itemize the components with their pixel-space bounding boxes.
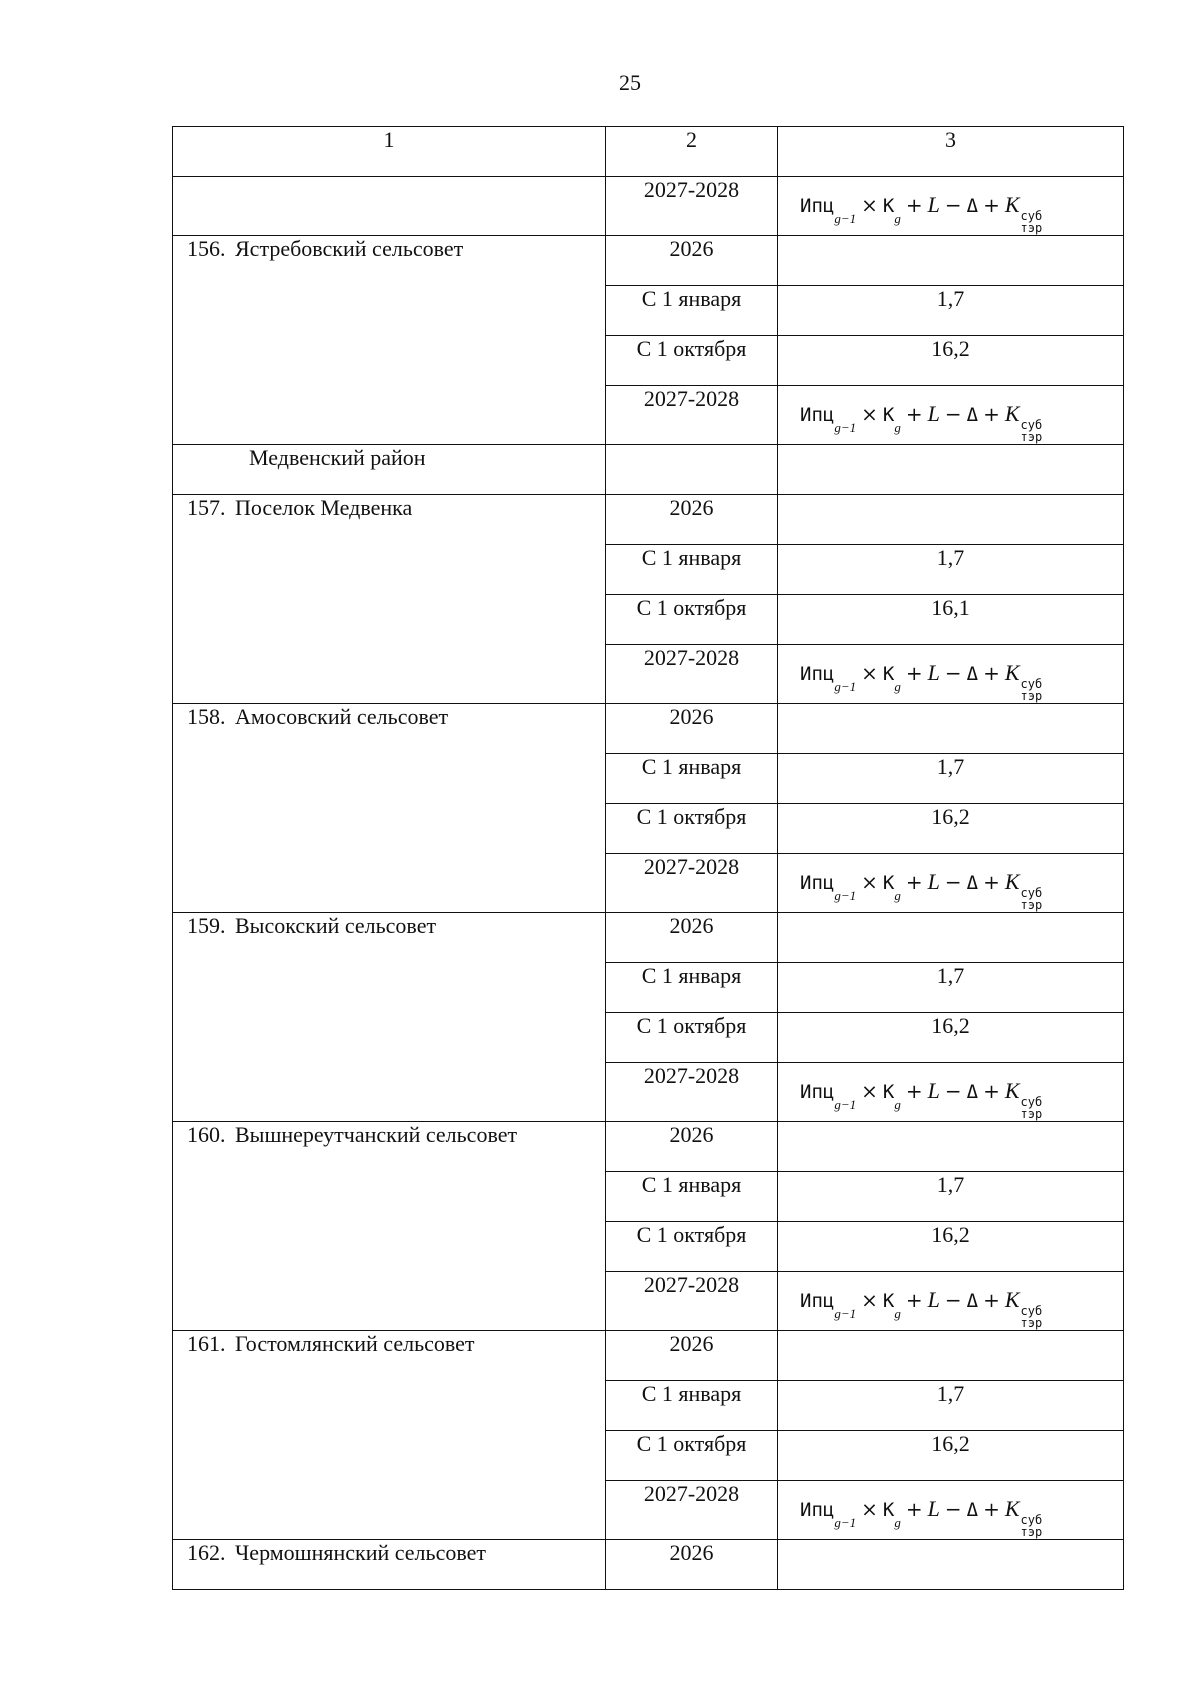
- formula-kter: K: [1004, 869, 1020, 894]
- formula-ipc: Ипц: [800, 195, 835, 217]
- formula-k-sub: g: [894, 888, 901, 904]
- formula-cell: [778, 1063, 1124, 1122]
- period-cell: С 1 января: [606, 963, 778, 1013]
- row-number: 160.: [187, 1122, 226, 1147]
- formula-delta: Δ: [966, 404, 979, 426]
- formula-k: К: [882, 1499, 895, 1521]
- formula-plus: +: [983, 1288, 1000, 1312]
- formula-kter: K: [1004, 1078, 1020, 1103]
- formula-kter-sub: тэр: [1020, 221, 1043, 235]
- period-cell: 2026: [606, 1331, 778, 1381]
- value-cell: [778, 1540, 1124, 1590]
- value-cell: 1,7: [778, 286, 1124, 336]
- header-col-3: 3: [778, 127, 1124, 177]
- settlement-name: Чермошнянский сельсовет: [235, 1540, 486, 1565]
- formula-plus: +: [983, 1079, 1000, 1103]
- value-cell: 16,2: [778, 804, 1124, 854]
- table-row: [173, 1331, 1124, 1381]
- period-cell: 2026: [606, 236, 778, 286]
- value-cell: 16,2: [778, 336, 1124, 386]
- formula-k: К: [882, 404, 895, 426]
- value-cell: 1,7: [778, 1172, 1124, 1222]
- settlement-name: Высокский сельсовет: [235, 913, 437, 938]
- formula-kter: K: [1004, 192, 1020, 217]
- formula-ipc: Ипц: [800, 404, 835, 426]
- table-row: [173, 704, 1124, 754]
- formula-ipc-sub: g−1: [834, 1515, 857, 1531]
- formula-minus: −: [944, 402, 962, 426]
- formula-ipc-sub: g−1: [834, 888, 857, 904]
- period-cell: С 1 января: [606, 545, 778, 595]
- formula-plus: +: [983, 870, 1000, 894]
- settlement-name: Поселок Медвенка: [235, 495, 413, 520]
- settlement-name: Вышнереутчанский сельсовет: [235, 1122, 518, 1147]
- formula-plus: +: [905, 661, 923, 685]
- formula-kter-indices: [1021, 678, 1043, 702]
- formula-k: К: [882, 195, 895, 217]
- period-cell: С 1 октября: [606, 1013, 778, 1063]
- formula-k-sub: g: [894, 679, 901, 695]
- formula-l: L: [927, 401, 940, 426]
- period-cell: С 1 января: [606, 286, 778, 336]
- formula-kter-sup: суб: [1020, 418, 1043, 432]
- formula-k-sub: g: [894, 1306, 901, 1322]
- formula-times: ×: [861, 1079, 878, 1103]
- value-cell: [778, 704, 1124, 754]
- settlement-cell: [173, 1540, 606, 1590]
- formula-kter-sup: суб: [1020, 209, 1043, 223]
- formula-kter-sup: суб: [1020, 1095, 1043, 1109]
- formula-kter-sub: тэр: [1020, 689, 1043, 703]
- header-col-1: 1: [173, 127, 606, 177]
- formula-kter-sub: тэр: [1020, 1107, 1043, 1121]
- settlement-cell: [173, 495, 606, 704]
- formula-minus: −: [944, 193, 962, 217]
- table-row: [173, 495, 1124, 545]
- period-cell: С 1 января: [606, 1172, 778, 1222]
- formula-plus: +: [905, 1497, 923, 1521]
- value-cell: 16,1: [778, 595, 1124, 645]
- empty-cell: [173, 177, 606, 236]
- formula-k-sub: g: [894, 420, 901, 436]
- formula-l: L: [927, 1078, 940, 1103]
- formula-kter-indices: [1021, 419, 1043, 443]
- settlement-cell: [173, 1122, 606, 1331]
- formula-k-sub: g: [894, 1097, 901, 1113]
- formula-plus: +: [983, 193, 1000, 217]
- formula-cell: [778, 645, 1124, 704]
- formula-ipc-sub: g−1: [834, 211, 857, 227]
- formula: [778, 1481, 1123, 1538]
- formula: [778, 1272, 1123, 1329]
- row-number: 156.: [187, 236, 226, 261]
- row-number: 158.: [187, 704, 226, 729]
- formula-k: К: [882, 1290, 895, 1312]
- table-row: [173, 913, 1124, 963]
- period-cell: С 1 октября: [606, 336, 778, 386]
- formula-times: ×: [861, 1288, 878, 1312]
- header-col-2: 2: [606, 127, 778, 177]
- formula-cell: [778, 854, 1124, 913]
- header-row: [173, 127, 1124, 177]
- formula-ipc: Ипц: [800, 663, 835, 685]
- period-cell: 2027-2028: [606, 854, 778, 913]
- settlement-cell: [173, 1331, 606, 1540]
- formula-times: ×: [861, 402, 878, 426]
- row-number: 161.: [187, 1331, 226, 1356]
- settlement-cell: [173, 236, 606, 445]
- period-cell: С 1 октября: [606, 595, 778, 645]
- period-cell: 2026: [606, 495, 778, 545]
- formula-ipc: Ипц: [800, 872, 835, 894]
- formula-kter: K: [1004, 1287, 1020, 1312]
- formula-plus: +: [983, 1497, 1000, 1521]
- formula-kter-indices: [1021, 1096, 1043, 1120]
- formula-plus: +: [905, 1079, 923, 1103]
- formula-k: К: [882, 1081, 895, 1103]
- formula-kter-sub: тэр: [1020, 1316, 1043, 1330]
- formula-kter-sup: суб: [1020, 677, 1043, 691]
- formula: [778, 854, 1123, 911]
- formula-kter-sup: суб: [1020, 886, 1043, 900]
- formula-plus: +: [905, 402, 923, 426]
- formula-kter-sub: тэр: [1020, 898, 1043, 912]
- formula-ipc-sub: g−1: [834, 1097, 857, 1113]
- settlement-name: Амосовский сельсовет: [235, 704, 449, 729]
- period-cell: С 1 января: [606, 754, 778, 804]
- formula-l: L: [927, 660, 940, 685]
- settlement-name: Ястребовский сельсовет: [235, 236, 464, 261]
- period-cell: С 1 октября: [606, 1222, 778, 1272]
- settlement-cell: [173, 913, 606, 1122]
- tariff-table: [172, 126, 1124, 1590]
- district-row: [173, 445, 1124, 495]
- formula-kter-sup: суб: [1020, 1304, 1043, 1318]
- formula-minus: −: [944, 1079, 962, 1103]
- formula-l: L: [927, 1287, 940, 1312]
- value-cell: 1,7: [778, 754, 1124, 804]
- formula: [778, 645, 1123, 702]
- district-cell: [173, 445, 606, 495]
- value-cell: [778, 913, 1124, 963]
- period-cell: 2027-2028: [606, 177, 778, 236]
- empty-cell: [606, 445, 778, 495]
- formula-l: L: [927, 1496, 940, 1521]
- formula: [778, 1063, 1123, 1120]
- table-row: [173, 1122, 1124, 1172]
- formula-times: ×: [861, 870, 878, 894]
- value-cell: 1,7: [778, 545, 1124, 595]
- settlement-name: Гостомлянский сельсовет: [235, 1331, 475, 1356]
- formula-kter-indices: [1021, 1305, 1043, 1329]
- formula-kter-sub: тэр: [1020, 1525, 1043, 1539]
- formula-l: L: [927, 869, 940, 894]
- formula-ipc-sub: g−1: [834, 420, 857, 436]
- period-cell: 2026: [606, 1122, 778, 1172]
- formula-times: ×: [861, 193, 878, 217]
- formula-kter: K: [1004, 660, 1020, 685]
- formula-delta: Δ: [966, 1499, 979, 1521]
- formula-k: К: [882, 663, 895, 685]
- period-cell: 2027-2028: [606, 386, 778, 445]
- table-row: [173, 1540, 1124, 1590]
- period-cell: С 1 октября: [606, 1431, 778, 1481]
- period-cell: 2027-2028: [606, 1063, 778, 1122]
- period-cell: 2026: [606, 913, 778, 963]
- formula-plus: +: [983, 661, 1000, 685]
- value-cell: 1,7: [778, 963, 1124, 1013]
- formula-kter-indices: [1021, 210, 1043, 234]
- formula-ipc-sub: g−1: [834, 1306, 857, 1322]
- formula-times: ×: [861, 661, 878, 685]
- value-cell: [778, 236, 1124, 286]
- period-cell: 2026: [606, 704, 778, 754]
- value-cell: 16,2: [778, 1013, 1124, 1063]
- formula-plus: +: [905, 870, 923, 894]
- formula-minus: −: [944, 1288, 962, 1312]
- formula-ipc-sub: g−1: [834, 679, 857, 695]
- formula-minus: −: [944, 870, 962, 894]
- formula: [778, 386, 1123, 443]
- value-cell: [778, 1331, 1124, 1381]
- value-cell: 16,2: [778, 1431, 1124, 1481]
- value-cell: 16,2: [778, 1222, 1124, 1272]
- row-number: 159.: [187, 913, 226, 938]
- period-cell: 2026: [606, 1540, 778, 1590]
- formula-minus: −: [944, 661, 962, 685]
- table-row: [173, 236, 1124, 286]
- empty-cell: [778, 445, 1124, 495]
- period-cell: С 1 января: [606, 1381, 778, 1431]
- period-cell: С 1 октября: [606, 804, 778, 854]
- formula-ipc: Ипц: [800, 1499, 835, 1521]
- formula-kter: K: [1004, 1496, 1020, 1521]
- formula-l: L: [927, 192, 940, 217]
- formula-times: ×: [861, 1497, 878, 1521]
- formula: [778, 177, 1123, 234]
- value-cell: [778, 495, 1124, 545]
- period-cell: 2027-2028: [606, 1272, 778, 1331]
- formula-k-sub: g: [894, 211, 901, 227]
- formula-delta: Δ: [966, 663, 979, 685]
- formula-cell: [778, 1272, 1124, 1331]
- formula-cell: [778, 177, 1124, 236]
- formula-kter-sub: тэр: [1020, 430, 1043, 444]
- formula-kter-indices: [1021, 887, 1043, 911]
- continuation-row: [173, 177, 1124, 236]
- period-cell: 2027-2028: [606, 1481, 778, 1540]
- formula-delta: Δ: [966, 195, 979, 217]
- formula-plus: +: [983, 402, 1000, 426]
- formula-plus: +: [905, 1288, 923, 1312]
- formula-kter-sup: суб: [1020, 1513, 1043, 1527]
- formula-k: К: [882, 872, 895, 894]
- formula-ipc: Ипц: [800, 1081, 835, 1103]
- formula-plus: +: [905, 193, 923, 217]
- formula-minus: −: [944, 1497, 962, 1521]
- row-number: 157.: [187, 495, 226, 520]
- settlement-cell: [173, 704, 606, 913]
- district-name: Медвенский район: [249, 445, 426, 470]
- formula-kter: K: [1004, 401, 1020, 426]
- value-cell: 1,7: [778, 1381, 1124, 1431]
- period-cell: 2027-2028: [606, 645, 778, 704]
- page-number: 25: [619, 70, 641, 95]
- formula-k-sub: g: [894, 1515, 901, 1531]
- formula-kter-indices: [1021, 1514, 1043, 1538]
- formula-delta: Δ: [966, 872, 979, 894]
- formula-cell: [778, 386, 1124, 445]
- formula-cell: [778, 1481, 1124, 1540]
- formula-ipc: Ипц: [800, 1290, 835, 1312]
- formula-delta: Δ: [966, 1290, 979, 1312]
- formula-delta: Δ: [966, 1081, 979, 1103]
- value-cell: [778, 1122, 1124, 1172]
- row-number: 162.: [187, 1540, 226, 1565]
